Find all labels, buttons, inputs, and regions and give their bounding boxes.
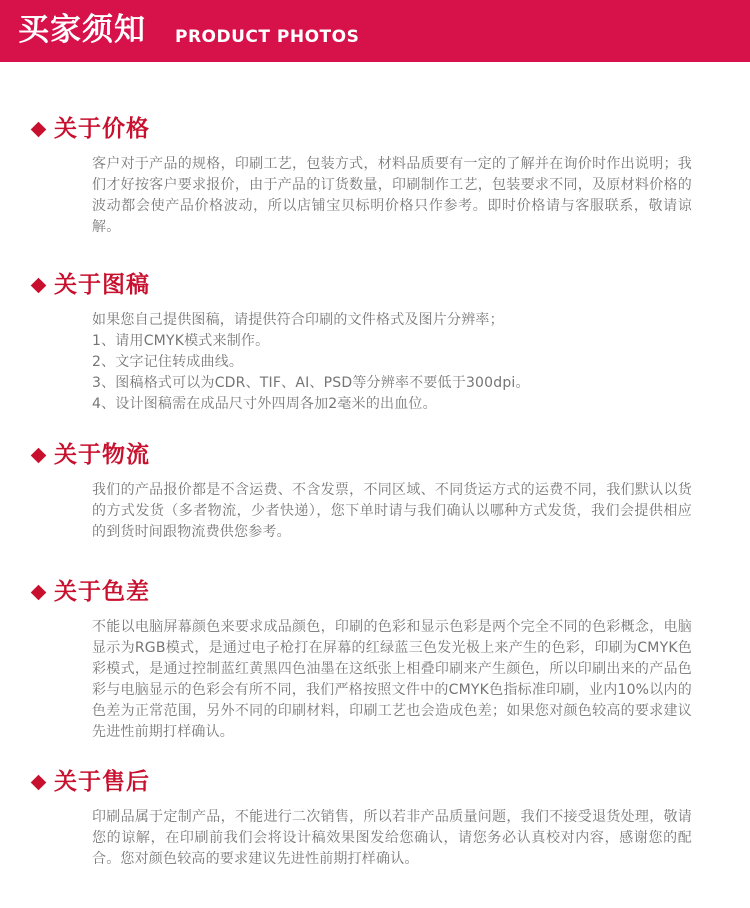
list-item: 2、文字记住转成曲线。 bbox=[92, 354, 244, 370]
section-title: 关于图稿 bbox=[54, 272, 150, 298]
list-item: 1、请用CMYK模式来制作。 bbox=[92, 333, 270, 349]
diamond-bullet-icon bbox=[31, 447, 47, 463]
diamond-bullet-icon bbox=[31, 277, 47, 293]
section-paragraph: 客户对于产品的规格，印刷工艺，包装方式，材料品质要有一定的了解并在询价时作出说明；我们才好按客户要求报价，由于产品的订货数量，印刷制作工艺，包装要求不同，及原材料价格的波动都会使产品价格波动，所以店铺宝贝标明价格只作参考。即时价格请与客服联系，敬请谅解。 bbox=[92, 156, 692, 235]
diamond-bullet-icon bbox=[31, 774, 47, 790]
header-banner bbox=[0, 0, 750, 62]
section-title: 关于物流 bbox=[54, 442, 150, 468]
section-body bbox=[92, 480, 692, 543]
list-item: 4、设计图稿需在成品尺寸外四周各加2毫米的出血位。 bbox=[92, 396, 437, 412]
section-title: 关于色差 bbox=[54, 579, 150, 605]
section-heading bbox=[30, 575, 150, 609]
section-body bbox=[92, 807, 692, 870]
section-paragraph: 我们的产品报价都是不含运费、不含发票，不同区域、不同货运方式的运费不同，我们默认以货的方式发货（多者物流，少者快递），您下单时请与我们确认以哪种方式发货，我们会提供相应的到货时间跟物流费供您参考。 bbox=[92, 482, 692, 540]
page-subtitle: PRODUCT PHOTOS bbox=[175, 27, 360, 47]
list-item: 如果您自己提供图稿，请提供符合印刷的文件格式及图片分辨率； bbox=[92, 312, 504, 328]
section-body bbox=[92, 617, 692, 743]
section-body bbox=[92, 154, 692, 238]
section-heading bbox=[30, 438, 150, 472]
diamond-bullet-icon bbox=[31, 584, 47, 600]
section-paragraph: 印刷品属于定制产品，不能进行二次销售，所以若非产品质量问题，我们不接受退货处理，敬请您的谅解，在印刷前我们会将设计稿效果图发给您确认，请您务必认真校对内容，感谢您的配合。您对颜色较高的要求建议先进性前期打样确认。 bbox=[92, 809, 692, 867]
section-title: 关于售后 bbox=[54, 769, 150, 795]
section-body bbox=[92, 310, 692, 415]
page-title: 买家须知 bbox=[18, 12, 146, 48]
section-heading bbox=[30, 112, 150, 146]
section-title: 关于价格 bbox=[54, 116, 150, 142]
diamond-bullet-icon bbox=[31, 121, 47, 137]
section-heading bbox=[30, 765, 150, 799]
section-paragraph: 不能以电脑屏幕颜色来要求成品颜色，印刷的色彩和显示色彩是两个完全不同的色彩概念，电脑显示为RGB模式，是通过电子枪打在屏幕的红绿蓝三色发光极上来产生的色彩，印刷为CMYK色彩模式，是通过控制蓝红黄黑四色油墨在这纸张上相叠印刷来产生颜色，所以印刷出来的产品色彩与电脑显示的色彩会有所不同，我们严格按照文件中的CMYK色指标准印刷，业内10%以内的色差为正常范围，另外不同的印刷材料，印刷工艺也会造成色差；如果您对颜色较高的要求建议先进性前期打样确认。 bbox=[92, 619, 692, 740]
list-item: 3、图稿格式可以为CDR、TIF、AI、PSD等分辨率不要低于300dpi。 bbox=[92, 375, 530, 391]
section-heading bbox=[30, 268, 150, 302]
